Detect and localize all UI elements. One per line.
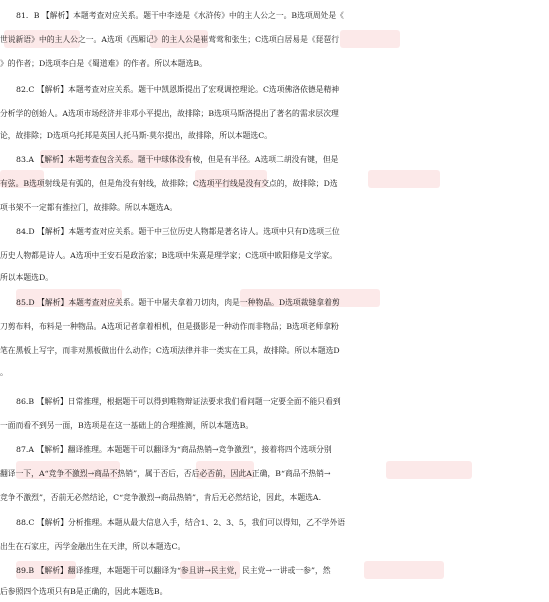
entry-line: 83.A 【解析】本题考查包含关系。题干中球体没有棱，但是有半径。A选项二胡没有键，但是	[16, 155, 339, 164]
entry-line: 后参照四个选项只有B是正确的，因此本题选B。	[0, 587, 168, 596]
entry-line: 85.D 【解析】本题考查对应关系。题干中屠夫拿着刀切肉，肉是一种物品。D选项裁缝拿着剪	[16, 298, 340, 307]
entry-line: 历史人物都是诗人。A选项中王安石是政治家；B选项中朱熹是理学家；C选项中欧阳修是文学家。	[0, 251, 337, 260]
entry-line: 89.B 【解析】翻译推理，本题题干可以翻译为“参且讲→民主党，民主党→一讲或一参”，然	[16, 566, 331, 575]
entry-line: 82.C 【解析】本题考查对应关系。题干中凯恩斯提出了宏观调控理论。C选项佛洛依德是精神	[16, 85, 340, 94]
entry-line: 86.B 【解析】日常推理，根据题干可以得到唯物辩证法要求我们看问题一定要全面不能只看到	[16, 397, 341, 406]
entry-line: 81．B 【解析】本题考查对应关系。题干中李逵是《水浒传》中的主人公之一。B选项周处是《	[16, 11, 344, 20]
entry-line: 项书架不一定都有推拉门，故排除。所以本题选A。	[0, 203, 178, 212]
entry-line: 世说新语》中的主人公之一。A选项《西厢记》的主人公是崔莺莺和张生；C选项白居易是《琵琶行	[0, 35, 340, 44]
entry-line: 分析学的创始人。A选项市场经济并非邓小平提出，故排除；B选项马斯洛提出了著名的需求层次理	[0, 109, 339, 118]
entry-line: 87.A 【解析】翻译推理。本题题干可以翻译为“商品热销→竞争激烈”，接着将四个选项分别	[16, 445, 332, 454]
entry-line: 88.C 【解析】分析推理。本题从最大信息入手，结合1、2、3、5，我们可以得知，乙不学外语	[16, 518, 346, 527]
entry-line: 。	[0, 368, 8, 377]
entry-line: 论，故排除；D选项乌托邦是英国人托马斯·莫尔提出，故排除，所以本题选C。	[0, 131, 272, 140]
entry-line: 》的作者；D选项李白是《蜀道难》的作者。所以本题选B。	[0, 59, 207, 68]
entry-line: 出生在石家庄，丙学金融出生在天津，所以本题选C。	[0, 542, 186, 551]
entry-line: 一面而看不到另一面，B选项是在这一基础上的合理推测，所以本题选B。	[0, 421, 254, 430]
entry-line: 84.D 【解析】本题考查对应关系。题干中三位历史人物都是著名诗人。选项中只有D选项三位	[16, 227, 340, 236]
entry-line: 有弦。B选项射线是有弧的，但是角没有射线，故排除；C选项平行线是没有交点的，故排除；D选	[0, 179, 338, 188]
entry-line: 翻译一下，A“竞争不激烈→商品不热销”，属于否后，否后必否前，因此A正确，B“商品不热销→	[0, 469, 331, 478]
entry-line: 所以本题选D。	[0, 273, 54, 282]
entry-line: 刀剪布料，布料是一种物品。A选项记者拿着相机，但是摄影是一种动作而非物品；B选项老师拿粉	[0, 322, 339, 331]
entry-line: 竞争不激烈”，否前无必然结论，C“竞争激烈→商品热销”，肯后无必然结论，因此，本题选A.	[0, 493, 322, 502]
entry-line: 笔在黑板上写字，而非对黑板做出什么动作；C选项法律并非一类实在工具，故排除。所以本题选D	[0, 346, 340, 355]
